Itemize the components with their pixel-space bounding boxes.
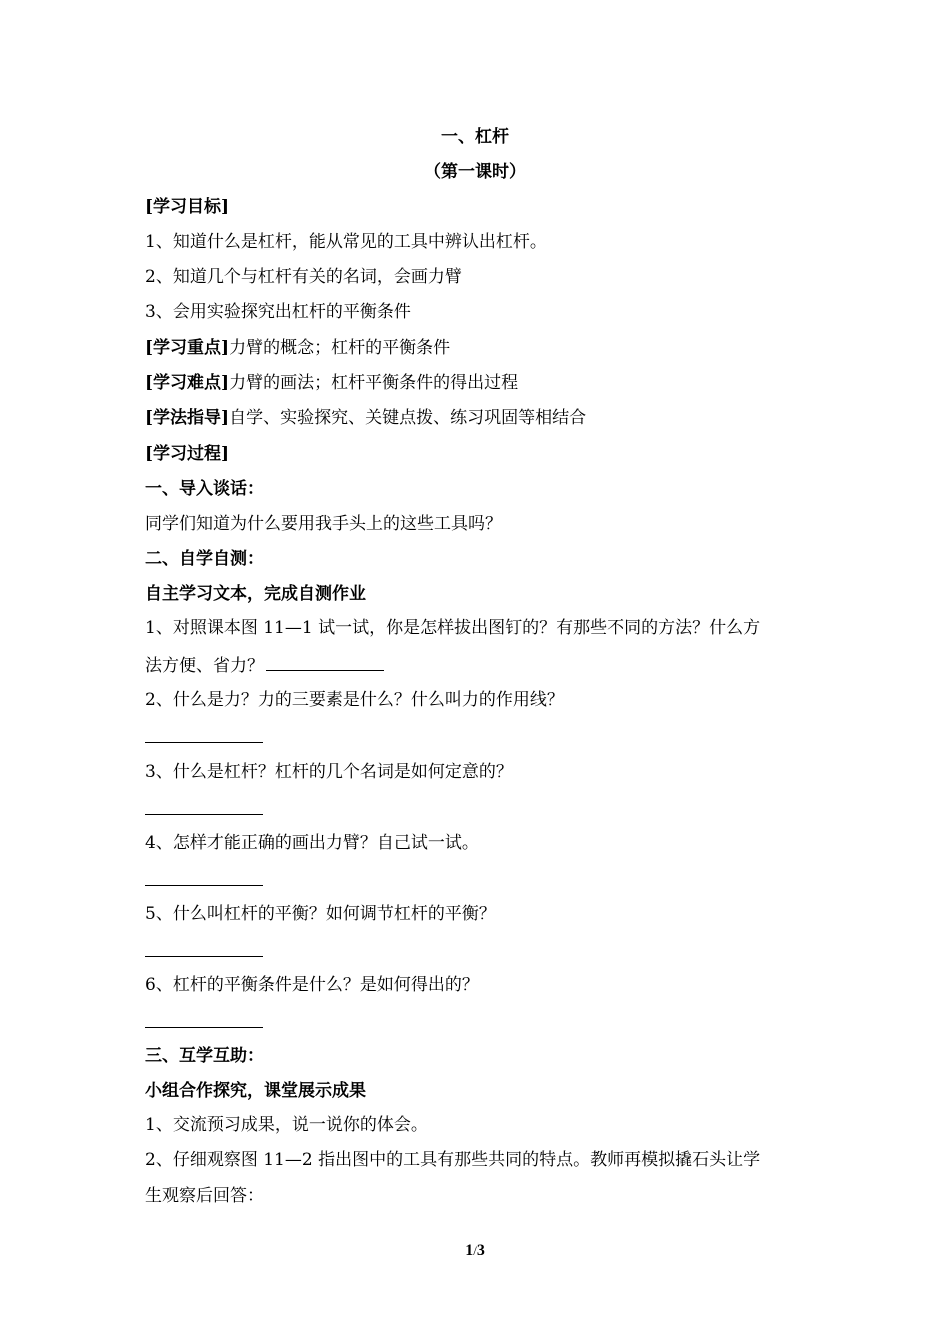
current-page: 1	[465, 1242, 474, 1259]
key-points-label: [学习重点]	[145, 338, 230, 358]
answer-blank[interactable]	[145, 814, 263, 815]
question-2: 2、什么是力？力的三要素是什么？什么叫力的作用线？	[145, 690, 564, 710]
objectives-heading: [学习目标]	[145, 197, 230, 217]
answer-blank[interactable]	[266, 652, 384, 671]
question-1-text: 法方便、省力？	[145, 656, 264, 676]
difficulties	[145, 371, 518, 395]
key-points	[145, 336, 450, 360]
difficulties-text: 力臂的画法；杠杆平衡条件的得出过程	[229, 373, 519, 393]
key-points-text: 力臂的概念；杠杆的平衡条件	[229, 338, 451, 358]
objective-item: 1、知道什么是杠杆，能从常见的工具中辨认出杠杆。	[145, 232, 547, 252]
answer-blank[interactable]	[145, 742, 263, 743]
method-label: [学法指导]	[145, 408, 230, 428]
section2-heading: 二、自学自测：	[145, 549, 264, 569]
section3-subheading: 小组合作探究，课堂展示成果	[145, 1081, 366, 1101]
difficulties-label: [学习难点]	[145, 373, 230, 393]
section2-subheading: 自主学习文本，完成自测作业	[145, 584, 366, 604]
question-4: 4、怎样才能正确的画出力臂？自己试一试。	[145, 833, 479, 853]
process-heading: [学习过程]	[145, 444, 230, 464]
method-text: 自学、实验探究、关键点拨、练习巩固等相结合	[229, 408, 587, 428]
section3-heading: 三、互学互助：	[145, 1046, 264, 1066]
section1-heading: 一、导入谈话：	[145, 479, 264, 499]
section3-item-2-line2: 生观察后回答：	[145, 1186, 264, 1206]
objective-item: 2、知道几个与杠杆有关的名词，会画力臂	[145, 267, 462, 287]
answer-blank[interactable]	[145, 885, 263, 886]
page-number	[0, 1242, 950, 1260]
answer-blank[interactable]	[145, 1027, 263, 1028]
answer-blank[interactable]	[145, 956, 263, 957]
section3-item-1: 1、交流预习成果，说一说你的体会。	[145, 1115, 428, 1135]
section1-text: 同学们知道为什么要用我手头上的这些工具吗？	[145, 514, 502, 534]
question-6: 6、杠杆的平衡条件是什么？是如何得出的？	[145, 975, 479, 995]
question-5: 5、什么叫杠杆的平衡？如何调节杠杆的平衡？	[145, 904, 496, 924]
method-guidance	[145, 406, 586, 430]
question-1-line1: 1、对照课本图 11—1 试一试，你是怎样拔出图钉的？有那些不同的方法？什么方	[145, 618, 761, 638]
question-1-line2	[145, 652, 384, 678]
page-title: 一、杠杆	[441, 127, 509, 147]
section3-item-2-line1: 2、仔细观察图 11—2 指出图中的工具有那些共同的特点。教师再模拟撬石头让学	[145, 1150, 761, 1170]
page-subtitle: （第一课时）	[424, 162, 526, 182]
question-3: 3、什么是杠杆？杠杆的几个名词是如何定意的？	[145, 762, 513, 782]
total-pages: 3	[476, 1242, 485, 1259]
objective-item: 3、会用实验探究出杠杆的平衡条件	[145, 302, 411, 322]
page-separator: /	[473, 1243, 477, 1258]
